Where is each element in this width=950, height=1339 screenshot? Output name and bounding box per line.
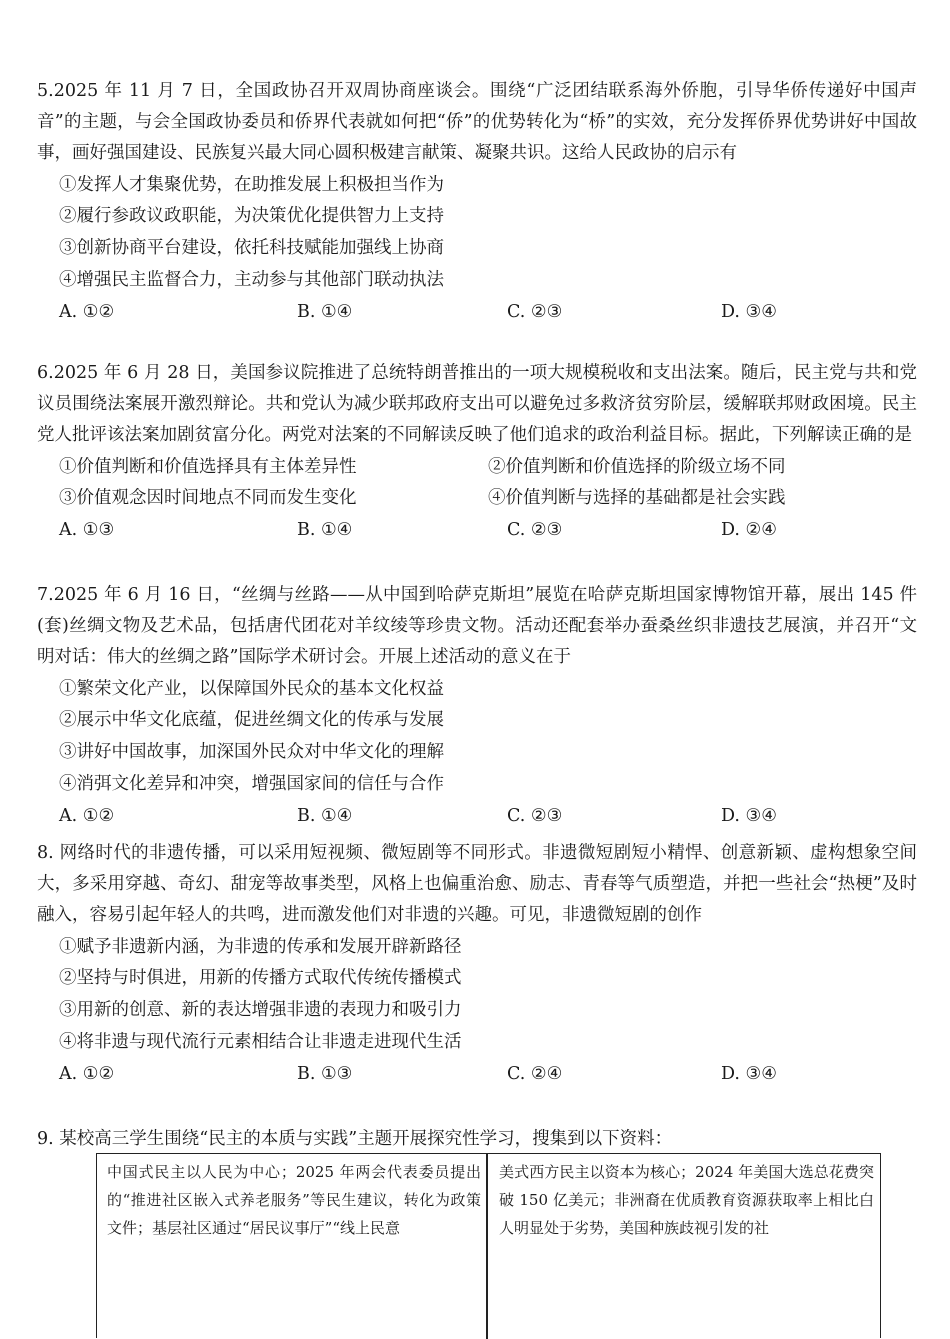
question-7-answers — [37, 801, 917, 833]
answer-d: D. ③④ — [721, 805, 777, 826]
question-5-stem: 5.2025 年 11 月 7 日，全国政协召开双周协商座谈会。围绕“广泛团结联系海外侨胞，引导华侨传递好中国声音”的主题，与会全国政协委员和侨界代表就如何把“侨”的优势转化为“桥”的实效，充分发挥侨界优势讲好中国故事，画好强国建设、民族复兴最大同心圆积极建言献策、凝聚共识。这给人民政协的启示有 — [37, 81, 917, 164]
answer-b: B. ①③ — [297, 1063, 353, 1084]
question-8 — [37, 838, 917, 1091]
question-5-option-3: ③创新协商平台建设，依托科技赋能加强线上协商 — [59, 238, 444, 259]
question-8-option-3: ③用新的创意、新的表达增强非遗的表现力和吸引力 — [59, 1000, 462, 1021]
question-5-answers — [37, 297, 917, 329]
question-6-options-row-1 — [37, 452, 917, 484]
question-7 — [37, 580, 917, 833]
answer-d: D. ③④ — [721, 1063, 777, 1084]
question-5 — [37, 76, 917, 329]
question-6-answers — [37, 515, 917, 547]
answer-b: B. ①④ — [297, 805, 353, 826]
answer-c: C. ②④ — [507, 1063, 563, 1084]
answer-a: A. ①② — [59, 805, 115, 826]
question-5-option-2: ②履行参政议政职能，为决策优化提供智力上支持 — [59, 206, 444, 227]
question-8-option-4: ④将非遗与现代流行元素相结合让非遗走进现代生活 — [59, 1032, 462, 1052]
question-7-option-4: ④消弭文化差异和冲突，增强国家间的信任与合作 — [59, 774, 444, 794]
question-6-option-4: ④价值判断与选择的基础都是社会实践 — [488, 488, 786, 509]
answer-a: A. ①③ — [59, 520, 115, 541]
question-6-option-2: ②价值判断和价值选择的阶级立场不同 — [488, 456, 786, 477]
question-7-option-3: ③讲好中国故事，加深国外民众对中华文化的理解 — [59, 742, 444, 763]
question-7-option-1: ①繁荣文化产业，以保障国外民众的基本文化权益 — [59, 678, 444, 699]
material-table — [96, 1153, 881, 1338]
question-5-option-1: ①发挥人才集聚优势，在助推发展上积极担当作为 — [59, 174, 444, 195]
question-6-options-row-2 — [37, 483, 917, 515]
question-6 — [37, 358, 917, 547]
question-7-stem: 7.2025 年 6 月 16 日，“丝绸与丝路——从中国到哈萨克斯坦”展览在哈萨克斯坦国家博物馆开幕，展出 145 件(套)丝绸文物及艺术品，包括唐代团花对羊纹绫等珍贵文物。活动还配套举办蚕桑丝织非遗技艺展演，并召开“文明对话：伟大的丝绸之路”国际学术研讨会。开展上述活动的意义在于 — [37, 585, 917, 668]
answer-b: B. ①④ — [297, 301, 353, 322]
question-6-stem: 6.2025 年 6 月 28 日，美国参议院推进了总统特朗普推出的一项大规模税收和支出法案。随后，民主党与共和党议员围绕法案展开激烈辩论。共和党认为减少联邦政府支出可以避免过多救济贫穷阶层，缓解联邦财政困境。民主党人批评该法案加剧贫富分化。两党对法案的不同解读反映了他们追求的政治利益目标。据此，下列解读正确的是 — [37, 363, 917, 446]
answer-a: A. ①② — [59, 1063, 115, 1084]
question-8-option-2: ②坚持与时俱进，用新的传播方式取代传统传播模式 — [59, 968, 462, 989]
question-6-option-3: ③价值观念因时间地点不同而发生变化 — [59, 488, 357, 509]
material-table-right-cell: 美式西方民主以资本为核心；2024 年美国大选总花费突破 150 亿美元；非洲裔在优质教育资源获取率上相比白人明显处于劣势，美国种族歧视引发的社 — [499, 1163, 874, 1237]
question-6-option-1: ①价值判断和价值选择具有主体差异性 — [59, 456, 357, 477]
answer-a: A. ①② — [59, 301, 115, 322]
question-7-option-2: ②展示中华文化底蕴，促进丝绸文化的传承与发展 — [59, 710, 444, 731]
question-5-option-4: ④增强民主监督合力，主动参与其他部门联动执法 — [59, 270, 444, 290]
answer-c: C. ②③ — [507, 520, 563, 541]
material-table-divider — [486, 1154, 488, 1339]
answer-c: C. ②③ — [507, 301, 563, 322]
material-table-left-cell: 中国式民主以人民为中心；2025 年两会代表委员提出的“推进社区嵌入式养老服务”等民生建议，转化为政策文件；基层社区通过“居民议事厅”“线上民意 — [107, 1163, 481, 1237]
question-8-stem: 8. 网络时代的非遗传播，可以采用短视频、微短剧等不同形式。非遗微短剧短小精悍、创意新颖、虚构想象空间大，多采用穿越、奇幻、甜宠等故事类型，风格上也偏重治愈、励志、青春等气质塑造，并把一些社会“热梗”及时融入，容易引起年轻人的共鸣，进而激发他们对非遗的兴趣。可见，非遗微短剧的创作 — [37, 843, 917, 926]
question-8-option-1: ①赋予非遗新内涵，为非遗的传承和发展开辟新路径 — [59, 936, 462, 957]
question-8-answers — [37, 1059, 917, 1091]
question-9 — [37, 1124, 917, 1155]
answer-b: B. ①④ — [297, 520, 353, 541]
answer-d: D. ③④ — [721, 301, 777, 322]
answer-d: D. ②④ — [721, 520, 777, 541]
question-9-stem: 9. 某校高三学生围绕“民主的本质与实践”主题开展探究性学习，搜集到以下资料： — [37, 1129, 673, 1149]
answer-c: C. ②③ — [507, 805, 563, 826]
